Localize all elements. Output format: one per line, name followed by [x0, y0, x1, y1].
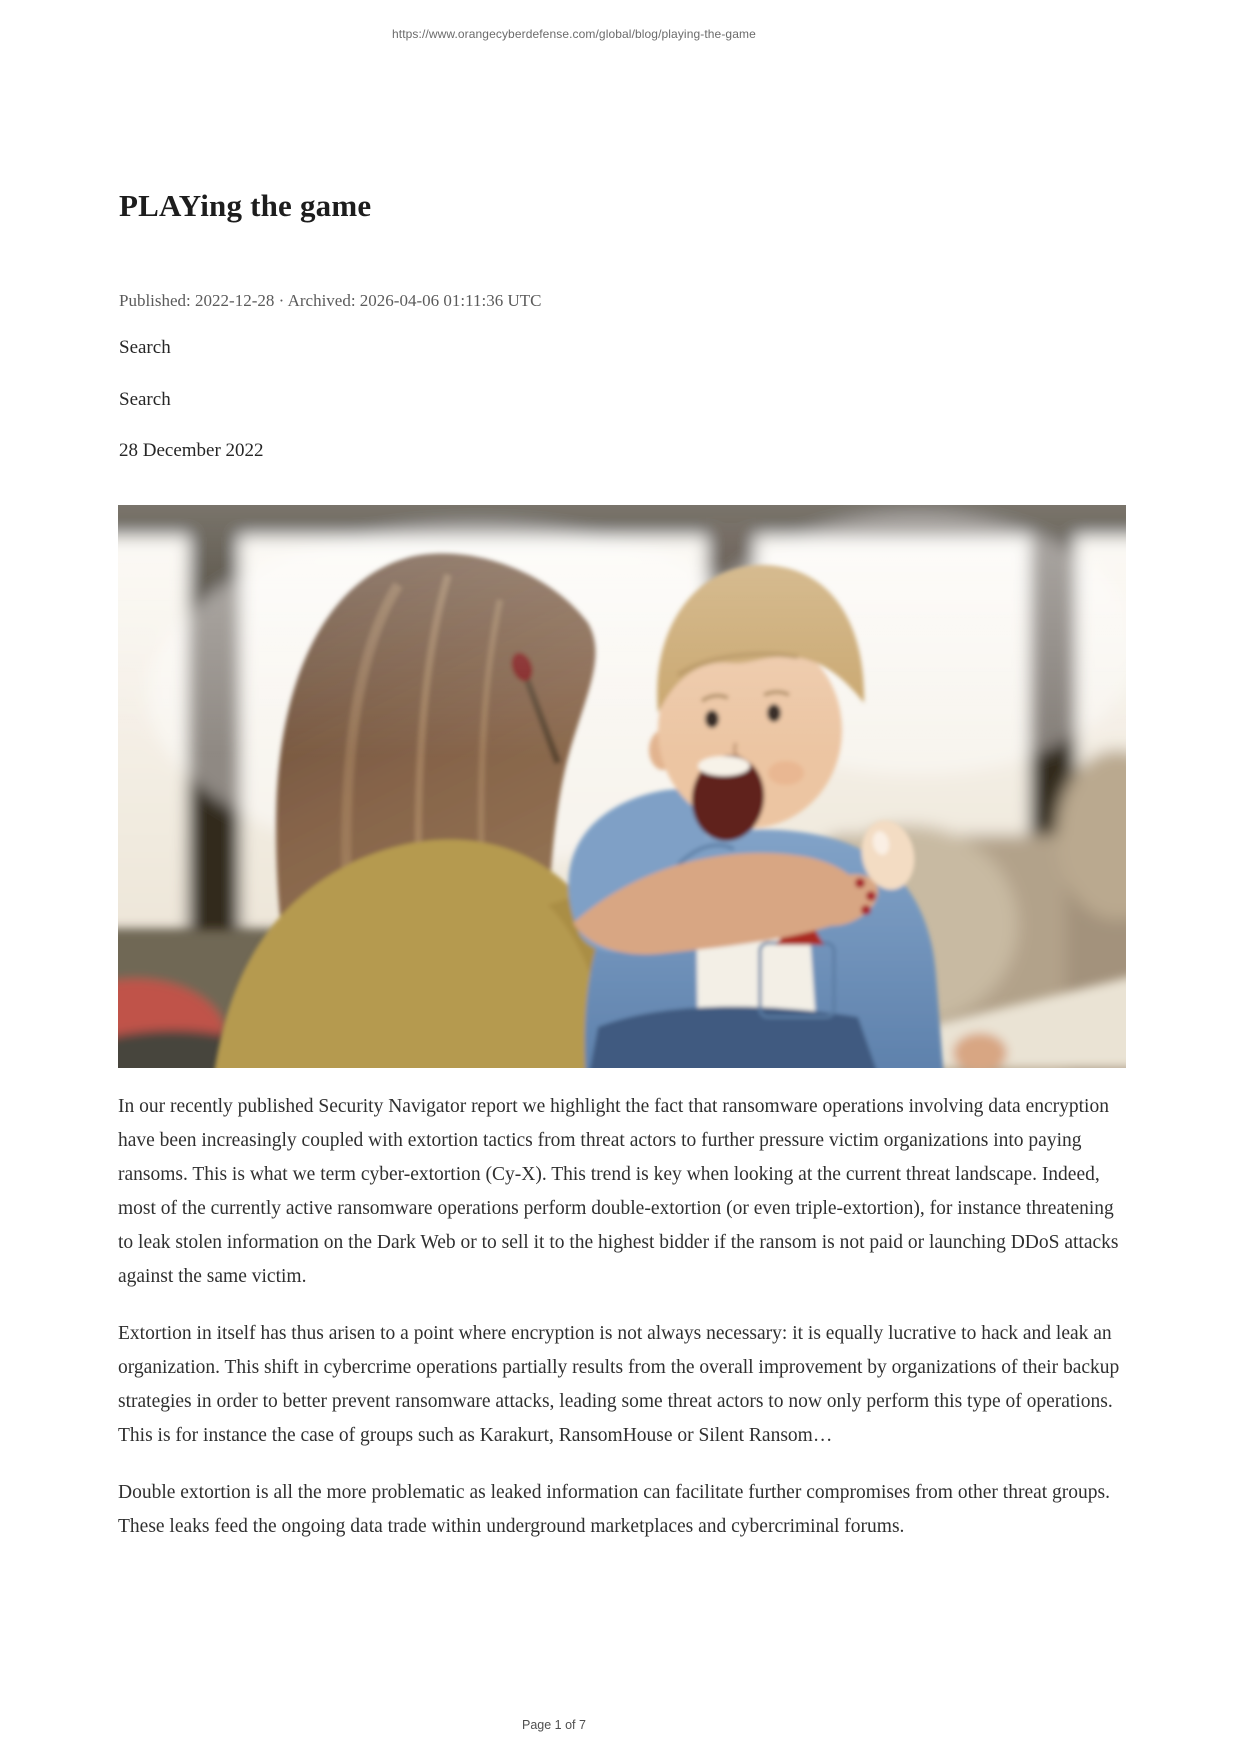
search-label-2: Search	[119, 389, 171, 410]
article-date: 28 December 2022	[119, 440, 264, 461]
article-body	[118, 1090, 1130, 1567]
article-paragraph-2: Extortion in itself has thus arisen to a point where encryption is not always necessary: it is equally lucrative to hack and leak an organization. This shift in cybercrime operations partially results from the overall improvement by organizations of their backup strategies in order to better prevent ransomware attacks, leading some threat actors to now only perform this type of operations. This is for instance the case of groups such as Karakurt, RansomHouse or Silent Ransom…	[118, 1323, 1120, 1446]
search-label-1: Search	[119, 337, 171, 358]
article-paragraph-1: In our recently published Security Navigator report we highlight the fact that ransomware operations involving data encryption have been increasingly coupled with extortion tactics from threat actors to further pressure victim organizations into paying ransoms. This is what we term cyber-extortion (Cy-X). This trend is key when looking at the current threat landscape. Indeed, most of the currently active ransomware operations perform double-extortion (or even triple-extortion), for instance threatening to leak stolen information on the Dark Web or to sell it to the highest bidder if the ransom is not paid or launching DDoS attacks against the same victim.	[118, 1096, 1119, 1287]
print-url-header: https://www.orangecyberdefense.com/global/blog/playing-the-game	[392, 27, 756, 41]
published-archived-meta: Published: 2022-12-28 · Archived: 2026-04-06 01:11:36 UTC	[119, 291, 542, 310]
page-number-footer: Page 1 of 7	[522, 1718, 586, 1732]
page-title: PLAYing the game	[119, 188, 372, 223]
hero-image-illustration	[118, 505, 1126, 1068]
light-glow-overlay	[118, 505, 1126, 1068]
article-paragraph-3: Double extortion is all the more problematic as leaked information can facilitate further compromises from other threat groups. These leaks feed the ongoing data trade within underground marketplaces and cybercriminal forums.	[118, 1482, 1111, 1537]
hero-image	[118, 505, 1126, 1068]
